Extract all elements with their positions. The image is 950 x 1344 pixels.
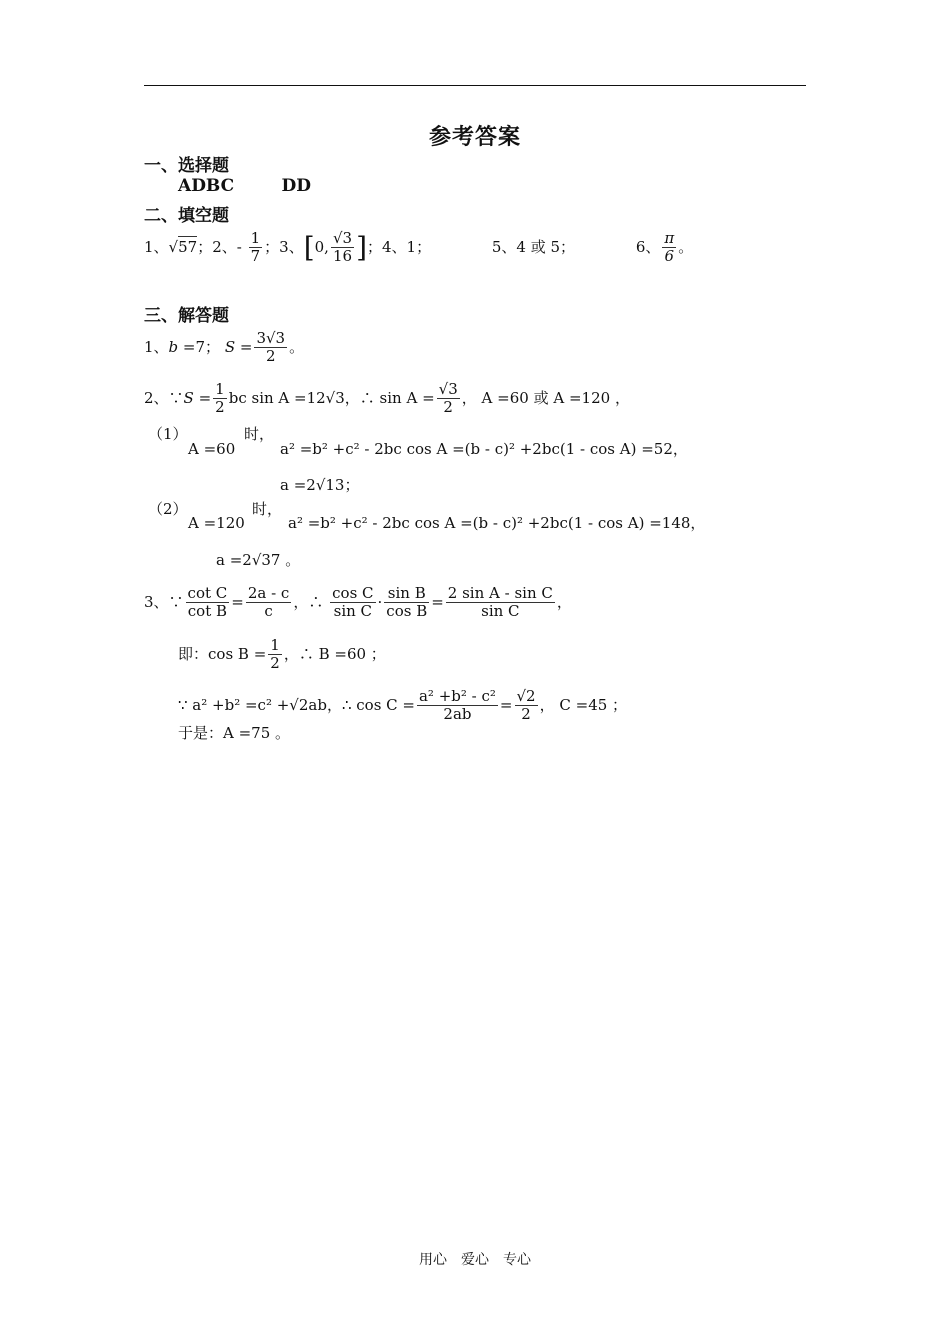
choice-answers: ADBC DD [178, 176, 311, 196]
fill-item-1-value: 57 [178, 237, 198, 256]
solution-2-case-1-result: a =2√13； [280, 476, 360, 494]
solution-2-case-2-shi: 时， [252, 500, 283, 518]
solution-1-fraction: $\frac{3√3}{2}$ [256, 329, 286, 366]
solution-2-case-2-result: a =2√37 。 [216, 551, 301, 569]
solution-3-cot-fraction: $\frac{\text{cot C}}{\text{cot B}}$ [187, 584, 228, 621]
solution-2-intro: 2、∵S = $\frac{1}{2}$ bc sin A =12√3，∴ sin A = $\frac{√3}{2}$ ， A =60 或 A =120 ， [144, 380, 630, 417]
solution-2-case-1-equation: a² =b² +c² - 2bc cos A =(b - c)² +2bc(1 - cos A) =52， [280, 440, 688, 458]
fill-item-6-fraction: $\frac{\pi}{6}$ [664, 229, 675, 266]
solution-3-ratio-fraction: $\frac{2a - c}{c}$ [247, 584, 290, 621]
solution-2-sin-fraction: $\frac{√3}{2}$ [438, 380, 458, 417]
solution-2-half-fraction: $\frac{1}{2}$ [215, 380, 225, 417]
header-rule [144, 85, 806, 86]
solution-3-sin-cos-fraction: $\frac{\text{sin B}}{\text{cos B}}$ [386, 584, 428, 621]
solution-2-case-1-label: （1） [148, 425, 188, 443]
fill-answers: 1、√57；2、- $\frac{1}{7}$ ；3、[0, $\frac{√3}{16}$ ]；4、1； 5、4 或 5； 6、 $\frac{\pi}{6}$ 。 [144, 229, 694, 266]
solution-3-cos-c-fraction: $\frac{\text{a² +b² - c²}}{2ab}$ [418, 687, 496, 724]
page-footer: 用心 爱心 专心 [419, 1252, 531, 1268]
solution-3-sum-fraction: $\frac{\text{2 sin A - sin C}}{\text{sin C}}$ [447, 584, 553, 621]
page-title: 参考答案 [428, 124, 521, 150]
fill-item-3-fraction: $\frac{√3}{16}$ [332, 229, 353, 266]
fill-item-5: 5、4 或 5； [491, 237, 576, 256]
solution-1: 1、b =7； S = $\frac{3√3}{2}$ 。 [144, 329, 305, 366]
solution-3-line-1: 3、∵ $\frac{\text{cot C}}{\text{cot B}}$ = $\frac{2a - c}{c}$ ，∴ $\frac{\text{cos C}}{\text{sin C}}$ · $\frac{\text{sin B}}{\text{cos B}}$ = $\frac{\text{2 sin A - sin C}}{\text{sin C}}$ ， [144, 584, 572, 621]
fill-item-4: ；4、1； [367, 237, 432, 256]
fill-item-2-label: ；2、- [197, 237, 242, 256]
fill-item-2-fraction: $\frac{1}{7}$ [250, 229, 261, 266]
solution-3-root2-fraction: $\frac{√2}{2}$ [516, 687, 536, 724]
solution-2-case-1-condition: A =60 [188, 440, 236, 458]
section-choice-heading: 一、选择题 [144, 156, 229, 176]
solution-3-cos-sin-fraction: $\frac{\text{cos C}}{\text{sin C}}$ [332, 584, 374, 621]
fill-item-6-label: 6、 [635, 237, 661, 256]
solution-2-case-2-condition: A =120 [188, 514, 245, 532]
section-fill-heading: 二、填空题 [144, 206, 229, 226]
solution-3-line-4: 于是：A =75 。 [178, 724, 291, 742]
solution-3-line-2: 即：cos B = $\frac{1}{2}$ ，∴ B =60 ； [178, 636, 386, 673]
solution-2-case-1-shi: 时， [244, 425, 275, 443]
solution-2-case-2-equation: a² =b² +c² - 2bc cos A =(b - c)² +2bc(1 - cos A) =148， [288, 514, 706, 532]
solution-3-line-3: ∵ a² +b² =c² +√2ab，∴ cos C = $\frac{\text{a² +b² - c²}}{2ab}$ = $\frac{√2}{2}$ ， C =45 ； [178, 687, 628, 724]
section-solve-heading: 三、解答题 [144, 306, 229, 326]
solution-3-half-fraction: $\frac{1}{2}$ [270, 636, 280, 673]
fill-item-3-start: 0, [314, 237, 329, 256]
fill-item-1-label: 1、 [144, 237, 169, 256]
fill-item-3-label: ；3、 [264, 237, 304, 256]
solution-2-case-2-label: （2） [148, 500, 188, 518]
